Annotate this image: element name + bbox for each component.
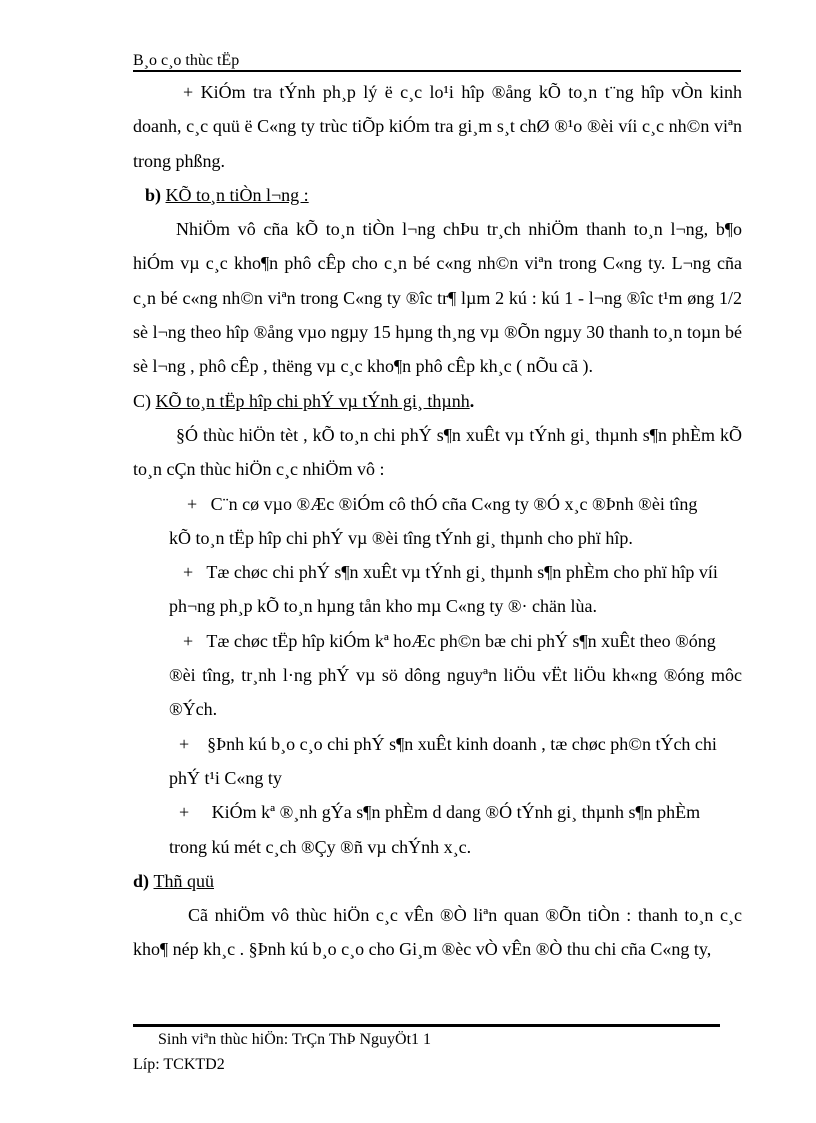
bullet-4-rest: phÝ t¹i C«ng ty xyxy=(169,767,282,788)
heading-c-title: KÕ to¸n tËp hîp chi phÝ vµ tÝnh gi¸ thµnh xyxy=(155,390,470,411)
header-rule xyxy=(133,70,741,72)
bullet-5-plus: + xyxy=(179,802,190,823)
heading-d-label: d) xyxy=(133,870,150,891)
bullet-4-plus: + xyxy=(179,733,190,754)
paragraph-cost-intro: §Ó thùc hiÖn tèt , kÕ to¸n chi phÝ s¶n xuÊt vµ tÝnh gi¸ thµnh s¶n phÈm kÕ to¸n cÇn thùc hiÖn c¸c nhiÖm vô : xyxy=(133,424,742,480)
bullet-1-first: C¨n cø vµo ®Æc ®iÓm cô thÓ cña C«ng ty ®Ó x¸c ®Þnh ®èi tîng xyxy=(210,493,698,514)
heading-b xyxy=(133,178,742,212)
heading-c-label: C) xyxy=(133,390,151,411)
bullet-5-rest: trong kú mét c¸ch ®Çy ®ñ vµ chÝnh x¸c. xyxy=(169,836,472,857)
bullet-1-plus: + xyxy=(187,493,198,514)
bullet-5-first: KiÓm kª ®¸nh gÝa s¶n phÈm d dang ®Ó tÝnh gi¸ thµnh s¶n phÈm xyxy=(211,802,701,823)
footer-class: Líp: TCKTD2 xyxy=(133,1056,225,1073)
heading-d xyxy=(133,864,742,898)
bullet-item-5 xyxy=(133,795,742,864)
paragraph-salary: NhiÖm vô cña kÕ to¸n tiÒn l¬ng chÞu tr¸ch nhiÖm thanh to¸n l¬ng, b¶o hiÓm vµ c¸c kho¶n phô cÊp cho c¸n bé c«ng nh©n viªn trong C«ng ty. L¬ng cña c¸n bé c«ng nh©n viªn trong C«ng ty ®îc tr¶ lµm 2 kú : kú 1 - l¬ng ®îc t¹m øng 1/2 sè l¬ng theo hîp ®ång vµo ngµy 15 hµng th¸ng vµ ®Õn ngµy 30 thanh to¸n toµn bé sè l¬ng , phô cÊp , thëng vµ c¸c kho¶n phô cÊp kh¸c ( nÕu cã ). xyxy=(133,219,742,377)
heading-b-label: b) xyxy=(145,184,162,205)
document-body xyxy=(133,75,742,967)
header-title: B¸o c¸o thùc tËp xyxy=(133,52,240,69)
bullet-2-first: Tæ chøc chi phÝ s¶n xuÊt vµ tÝnh gi¸ thµnh s¶n phÈm cho phï hîp víi xyxy=(206,562,718,583)
bullet-3-plus: + xyxy=(183,630,194,651)
bullet-item-2 xyxy=(133,555,742,624)
paragraph-treasurer: Cã nhiÖm vô thùc hiÖn c¸c vÊn ®Ò liªn quan ®Õn tiÒn : thanh to¸n c¸c kho¶ nép kh¸c . §Þnh kú b¸o c¸o cho Gi¸m ®èc vÒ vÊn ®Ò thu chi cña C«ng ty, xyxy=(133,905,742,960)
bullet-2-plus: + xyxy=(183,562,194,583)
paragraph-inspection: + KiÓm tra tÝnh ph¸p lý ë c¸c lo¹i hîp ®ång kÕ to¸n t¨ng hîp vÒn kinh doanh, c¸c quü ë C«ng ty trùc tiÕp kiÓm tra gi¸m s¸t chØ ®¹o ®èi víi c¸c nh©n viªn trong phßng. xyxy=(133,82,742,171)
bullet-2-rest: ph¬ng ph¸p kÕ to¸n hµng tån kho mµ C«ng ty ®· chän lùa. xyxy=(169,596,598,617)
footer-student: Sinh viªn thùc hiÖn: TrÇn ThÞ NguyÖt1 1 xyxy=(158,1031,432,1048)
bullet-3-rest: ®èi tîng, tr¸nh l·ng phÝ vµ sö dông nguyªn liÖu vËt liÖu kh«ng ®óng môc ®Ých. xyxy=(169,665,742,720)
bullet-4-first: §Þnh kú b¸o c¸o chi phÝ s¶n xuÊt kinh doanh , tæ chøc ph©n tÝch chi xyxy=(207,733,717,754)
bullet-item-4 xyxy=(133,727,742,796)
bullet-3-first: Tæ chøc tËp hîp kiÓm kª hoÆc ph©n bæ chi phÝ s¶n xuÊt theo ®óng xyxy=(206,630,716,651)
heading-b-title: KÕ to¸n tiÒn l¬ng : xyxy=(165,184,309,205)
heading-d-title: Thñ quü xyxy=(153,870,215,891)
bullet-item-3 xyxy=(133,624,742,727)
footer-rule xyxy=(133,1024,720,1027)
heading-c xyxy=(133,384,742,418)
bullet-1-rest: kÕ to¸n tËp hîp chi phÝ vµ ®èi tîng tÝnh gi¸ thµnh cho phï hîp. xyxy=(169,527,633,548)
bullet-item-1 xyxy=(133,487,742,556)
heading-c-tail: . xyxy=(469,390,475,411)
